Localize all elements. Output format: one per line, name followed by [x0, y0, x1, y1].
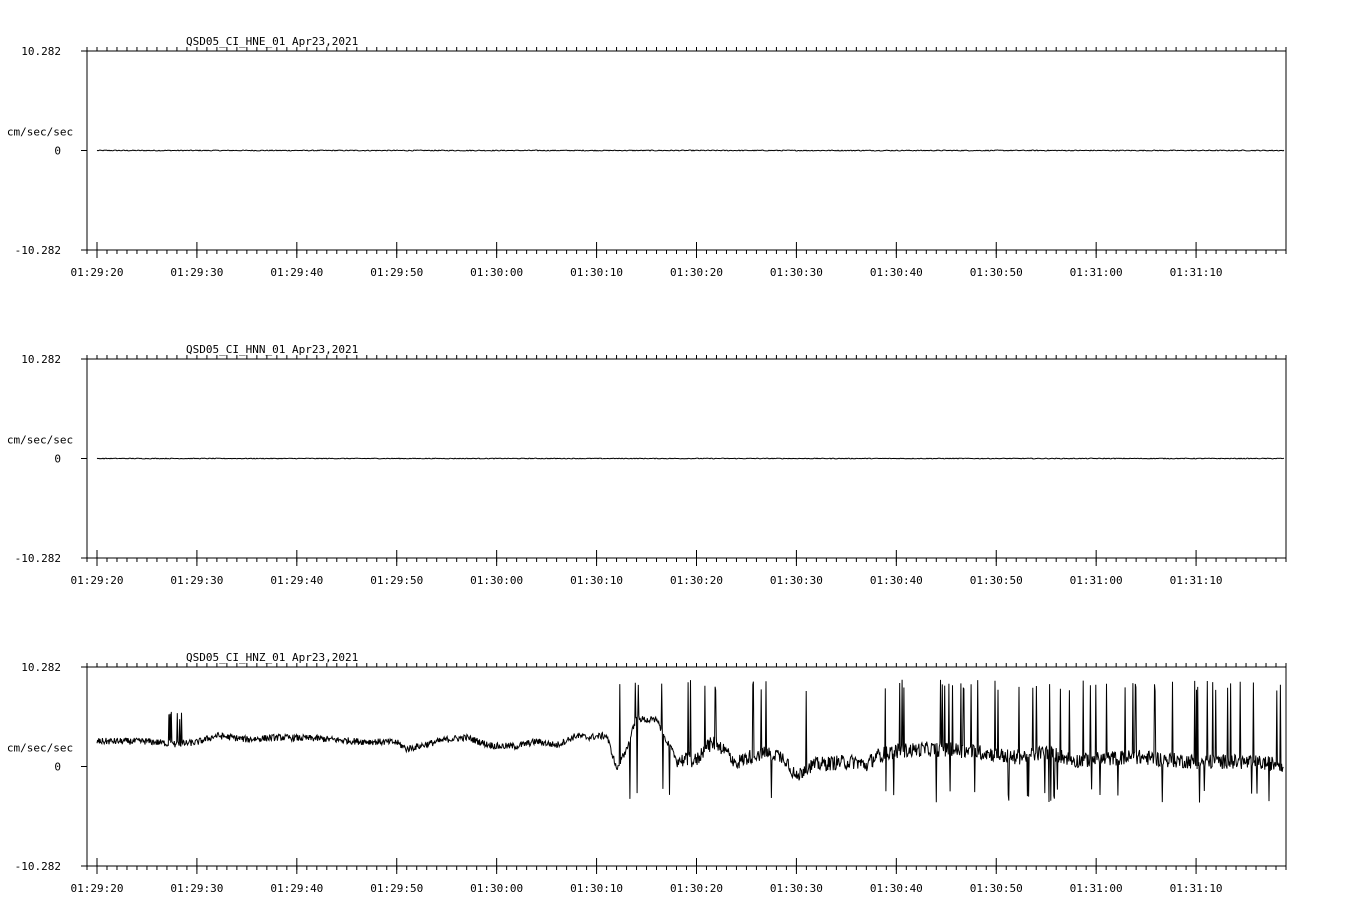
- x-tick-label: 01:30:20: [669, 882, 723, 895]
- x-tick-label: 01:31:00: [1069, 574, 1123, 587]
- y-tick-label: 10.282: [21, 45, 61, 58]
- x-tick-label: 01:29:20: [70, 266, 124, 279]
- x-tick-label: 01:31:00: [1069, 882, 1123, 895]
- waveform-trace: [97, 458, 1284, 459]
- y-tick-label: 10.282: [21, 661, 61, 674]
- x-tick-label: 01:30:30: [769, 266, 823, 279]
- x-tick-label: 01:29:40: [270, 266, 324, 279]
- x-tick-label: 01:31:00: [1069, 266, 1123, 279]
- x-tick-label: 01:30:50: [969, 574, 1023, 587]
- x-tick-label: 01:30:00: [470, 574, 524, 587]
- x-tick-label: 01:30:40: [869, 266, 923, 279]
- x-tick-label: 01:31:10: [1169, 882, 1223, 895]
- y-tick-label: 0: [54, 144, 61, 158]
- waveform-trace: [97, 680, 1283, 803]
- waveform-trace: [97, 150, 1284, 151]
- x-tick-label: 01:30:50: [969, 882, 1023, 895]
- x-tick-label: 01:30:40: [869, 574, 923, 587]
- x-tick-label: 01:29:50: [370, 882, 424, 895]
- x-tick-label: 01:29:30: [170, 266, 224, 279]
- y-tick-label: 0: [54, 760, 61, 774]
- y-tick-label: -10.282: [14, 552, 61, 565]
- x-tick-label: 01:29:20: [70, 882, 124, 895]
- x-tick-label: 01:29:40: [270, 882, 324, 895]
- x-tick-label: 01:30:20: [669, 266, 723, 279]
- y-tick-label: 10.282: [21, 353, 61, 366]
- y-axis-label: cm/sec/sec: [6, 433, 74, 447]
- y-axis-label: cm/sec/sec: [6, 741, 74, 755]
- x-tick-label: 01:30:10: [570, 266, 624, 279]
- y-tick-label: -10.282: [14, 244, 61, 257]
- x-tick-label: 01:29:40: [270, 574, 324, 587]
- x-tick-label: 01:30:00: [470, 882, 524, 895]
- x-tick-label: 01:30:00: [470, 266, 524, 279]
- x-tick-label: 01:29:20: [70, 574, 124, 587]
- x-tick-label: 01:29:50: [370, 574, 424, 587]
- seismogram-panel-1: [7, 35, 1286, 279]
- x-tick-label: 01:29:30: [170, 574, 224, 587]
- x-tick-label: 01:30:20: [669, 574, 723, 587]
- x-tick-label: 01:29:30: [170, 882, 224, 895]
- panel-title: QSD05_CI_HNE_01 Apr23,2021: [186, 35, 359, 48]
- seismogram-panel-3: [7, 651, 1286, 895]
- x-tick-label: 01:30:30: [769, 882, 823, 895]
- x-tick-label: 01:30:40: [869, 882, 923, 895]
- y-tick-label: -10.282: [14, 860, 61, 873]
- x-tick-label: 01:30:10: [570, 882, 624, 895]
- panel-title: QSD05_CI_HNZ_01 Apr23,2021: [186, 651, 359, 664]
- x-tick-label: 01:30:30: [769, 574, 823, 587]
- y-axis-label: cm/sec/sec: [6, 125, 74, 139]
- x-tick-label: 01:30:50: [969, 266, 1023, 279]
- seismogram-panel-2: [7, 343, 1286, 587]
- y-tick-label: 0: [54, 452, 61, 466]
- x-tick-label: 01:31:10: [1169, 574, 1223, 587]
- x-tick-label: 01:30:10: [570, 574, 624, 587]
- x-tick-label: 01:31:10: [1169, 266, 1223, 279]
- x-tick-label: 01:29:50: [370, 266, 424, 279]
- panel-title: QSD05_CI_HNN_01 Apr23,2021: [186, 343, 359, 356]
